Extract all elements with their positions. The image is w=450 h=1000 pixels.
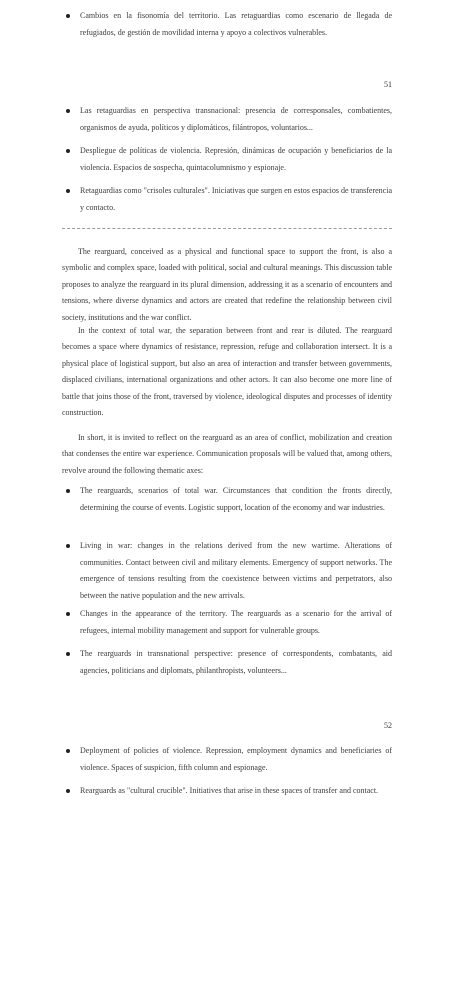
section-divider: [62, 228, 392, 229]
page-number: 51: [384, 80, 392, 89]
body-paragraph: In the context of total war, the separation between front and rear is diluted. The rearguard becomes a space where dynamics of resistance, repression, refuge and collaboration intersect. It is a physical place of logistical support, but also an area of interaction and transfer between governments, displaced civilians, international organizations and other actors. It can also become one more line of battle that joins those of the front, traversed by violence, ideological disputes and processes of identity construction.: [62, 326, 392, 418]
page-number: 52: [384, 721, 392, 730]
bullet-item: Rearguards as "cultural crucible". Initiatives that arise in these spaces of transfer and contact.: [80, 783, 392, 800]
bullet-item: Deployment of policies of violence. Repression, employment dynamics and beneficiaries of violence. Spaces of suspicion, fifth column and espionage.: [80, 743, 392, 776]
bullet-item: Despliegue de políticas de violencia. Represión, dinámicas de ocupación y beneficiarios de la violencia. Espacios de sospecha, quintacolumnismo y espionaje.: [80, 143, 392, 176]
bullet-item: The rearguards, scenarios of total war. Circumstances that condition the fronts directly, determining the course of events. Logistic support, location of the economy and war industries.: [80, 483, 392, 516]
body-paragraph: The rearguard, conceived as a physical and functional space to support the front, is also a symbolic and complex space, loaded with political, social and cultural meanings. This discussion table proposes to analyze the rearguard in its plural dimension, addressing it as a scenario of encounters and tensions, where diverse dynamics and actors are created that redefine the relationship between civil society, institutions and the war conflict.: [62, 247, 392, 322]
bullet-item: Living in war: changes in the relations derived from the new wartime. Alterations of communities. Contact between civil and military elements. Emergency of support networks. The emergence of tensions resulting from the coexistence between victims and perpetrators, also between the native population and the new arrivals.: [80, 538, 392, 604]
bullet-item: Cambios en la fisonomía del territorio. Las retaguardias como escenario de llegada de refugiados, de gestión de movilidad interna y apoyo a colectivos vulnerables.: [80, 8, 392, 41]
bullet-item: Retaguardias como "crisoles culturales". Iniciativas que surgen en estos espacios de transferencia y contacto.: [80, 183, 392, 216]
body-paragraph: In short, it is invited to reflect on the rearguard as an area of conflict, mobilization and creation that condenses the entire war experience. Communication proposals will be valued that, among others, revolve around the following thematic axes:: [62, 433, 392, 475]
bullet-item: Changes in the appearance of the territory. The rearguards as a scenario for the arrival of refugees, internal mobility management and support for vulnerable groups.: [80, 606, 392, 639]
bullet-item: The rearguards in transnational perspective: presence of correspondents, combatants, aid agencies, politicians and diplomats, philanthropists, volunteers...: [80, 646, 392, 679]
bullet-item: Las retaguardias en perspectiva transnacional: presencia de corresponsales, combatientes, organismos de ayuda, políticos y diplomáticos, filántropos, voluntarios...: [80, 103, 392, 136]
